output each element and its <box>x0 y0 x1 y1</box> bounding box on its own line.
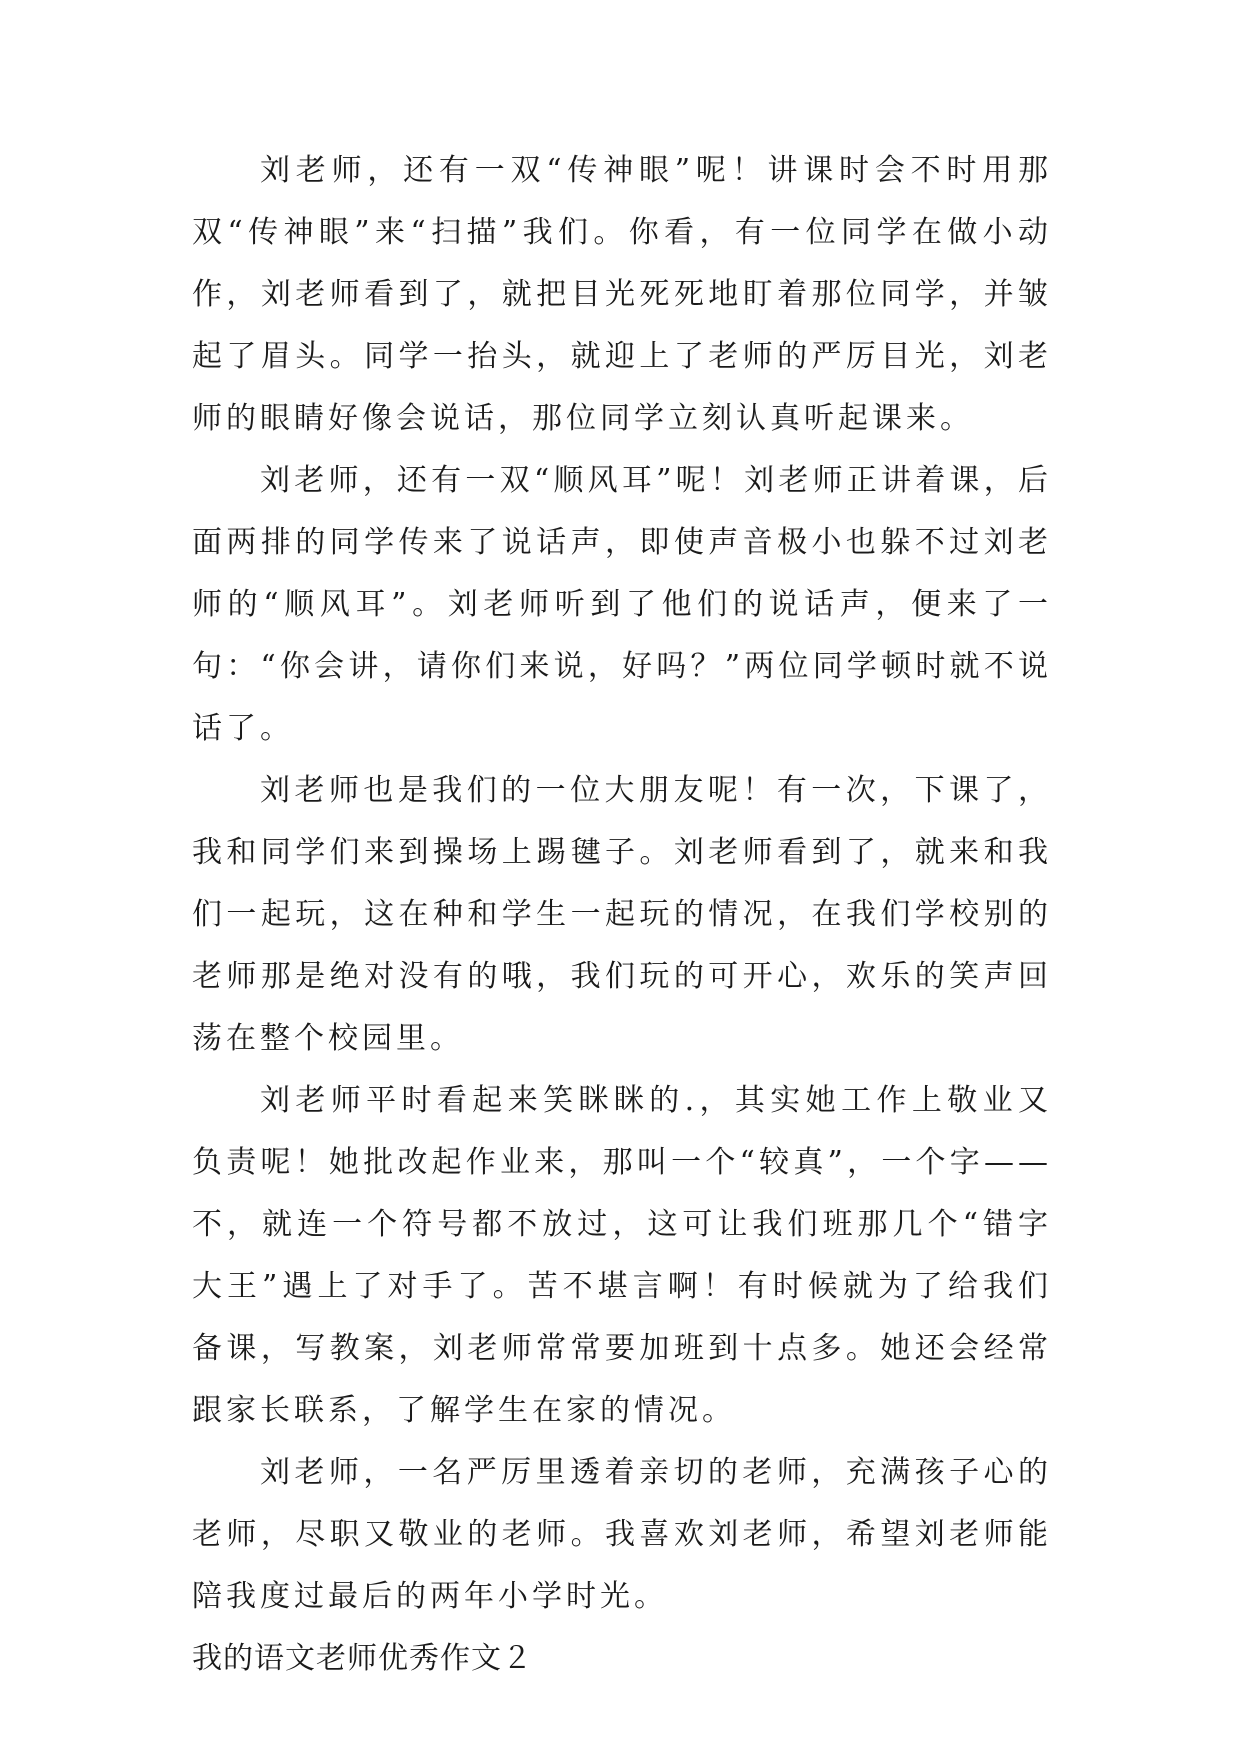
section-heading: 我的语文老师优秀作文２ <box>192 1641 533 1676</box>
paragraph-friend: 刘老师也是我们的一位大朋友呢！有一次，下课了，我和同学们来到操场上踢毽子。刘老师看到了，就来和我们一起玩，这在种和学生一起玩的情况，在我们学校别的老师那是绝对没有的哦，我们玩的可开心，欢乐的笑声回荡在整个校园里。 <box>192 773 1052 1056</box>
paragraph-dedication: 刘老师平时看起来笑眯眯的.，其实她工作上敬业又负责呢！她批改起作业来，那叫一个“较真”，一个字——不，就连一个符号都不放过，这可让我们班那几个“错字大王”遇上了对手了。苦不堪言啊！有时候就为了给我们备课，写教案，刘老师常常要加班到十点多。她还会经常跟家长联系，了解学生在家的情况。 <box>192 1083 1052 1428</box>
paragraph-conclusion: 刘老师，一名严厉里透着亲切的老师，充满孩子心的老师，尽职又敬业的老师。我喜欢刘老师，希望刘老师能陪我度过最后的两年小学时光。 <box>192 1455 1052 1614</box>
paragraph-eyes: 刘老师，还有一双“传神眼”呢！讲课时会不时用那双“传神眼”来“扫描”我们。你看，有一位同学在做小动作，刘老师看到了，就把目光死死地盯着那位同学，并皱起了眉头。同学一抬头，就迎上了老师的严厉目光，刘老师的眼睛好像会说话，那位同学立刻认真听起课来。 <box>192 153 1052 436</box>
document-page <box>192 140 1052 1690</box>
paragraph-ears: 刘老师，还有一双“顺风耳”呢！刘老师正讲着课，后面两排的同学传来了说话声，即使声音极小也躲不过刘老师的“顺风耳”。刘老师听到了他们的说话声，便来了一句：“你会讲，请你们来说，好吗？”两位同学顿时就不说话了。 <box>192 463 1052 746</box>
